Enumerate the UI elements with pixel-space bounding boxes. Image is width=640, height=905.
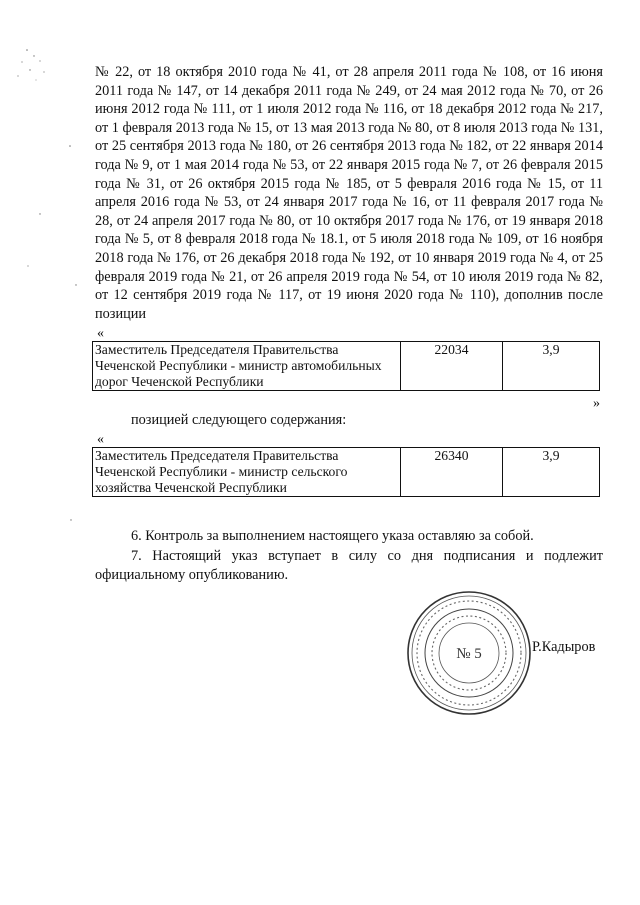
point-7: 7. Настоящий указ вступает в силу со дня подписания и подлежит официальному опубликованию. (95, 548, 603, 583)
position-value-cell: 3,9 (503, 448, 600, 497)
open-quote-2: « (97, 432, 104, 447)
close-quote-1: » (593, 396, 600, 411)
position-name-cell: Заместитель Председателя Правительства Чеченской Республики - министр сельского хозяйства Чеченской Республики (93, 448, 401, 497)
position-code-cell: 22034 (401, 342, 503, 391)
official-seal (405, 589, 533, 717)
position-value-cell: 3,9 (503, 342, 600, 391)
position-code-cell: 26340 (401, 448, 503, 497)
point-6: 6. Контроль за выполнением настоящего указа оставляю за собой. (131, 528, 534, 544)
seal-number: № 5 (456, 646, 482, 662)
open-quote-1: « (97, 326, 104, 341)
table-row (93, 342, 600, 391)
signer-name: Р.Кадыров (532, 639, 596, 655)
sub-heading: позицией следующего содержания: (131, 412, 347, 428)
position-table-new (92, 447, 600, 497)
table-row (93, 448, 600, 497)
position-name-cell: Заместитель Председателя Правительства Чеченской Республики - министр автомобильных дорог Чеченской Республики (93, 342, 401, 391)
seal-icon (405, 589, 533, 717)
position-table-existing (92, 341, 600, 391)
intro-paragraph: № 22, от 18 октября 2010 года № 41, от 28 апреля 2011 года № 108, от 16 июня 2011 года № 147, от 14 декабря 2011 года № 249, от 24 мая 2012 года № 70, от 26 июня 2012 года № 111, от 1 июля 2012 года № 116, от 18 декабря 2012 года № 217, от 1 февраля 2013 года № 15, от 13 мая 2013 года № 80, от 8 июля 2013 года № 131, от 25 сентября 2013 года № 180, от 26 сентября 2013 года № 182, от 22 января 2014 года № 9, от 1 мая 2014 года № 53, от 22 января 2015 года № 7, от 26 февраля 2015 года № 31, от 26 октября 2015 года № 185, от 5 февраля 2016 года № 15, от 11 апреля 2016 года № 53, от 24 января 2017 года № 16, от 11 февраля 2017 года № 28, от 24 апреля 2017 года № 80, от 10 октября 2017 года № 176, от 19 января 2018 года № 5, от 8 февраля 2018 года № 18.1, от 5 июля 2018 года № 109, от 16 ноября 2018 года № 176, от 26 декабря 2018 года № 192, от 10 января 2019 года № 4, от 25 февраля 2019 года № 21, от 26 апреля 2019 года № 54, от 10 июля 2019 года № 82, от 12 сентября 2019 года № 117, от 19 июня 2020 года № 110), дополнив после позиции (95, 64, 604, 322)
